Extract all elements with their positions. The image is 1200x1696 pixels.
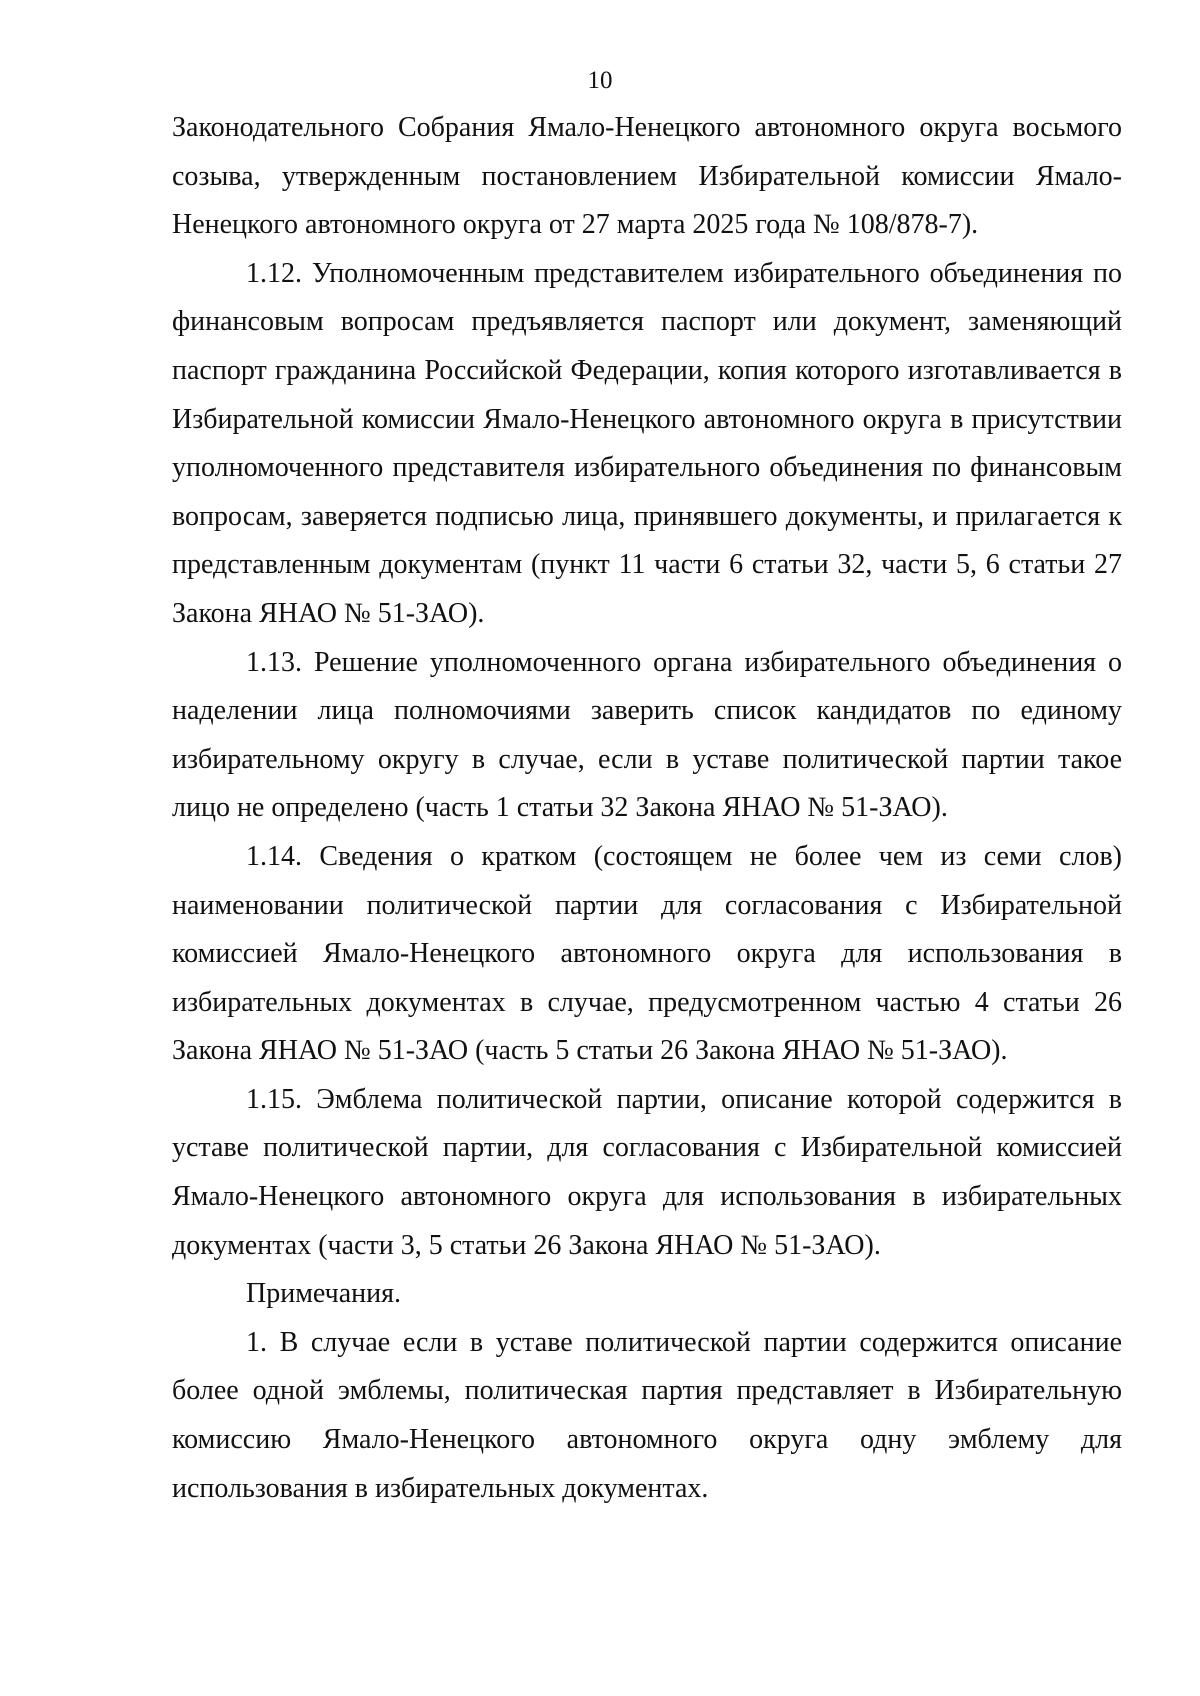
page-number: 10 bbox=[587, 67, 613, 94]
note-1: 1. В случае если в уставе политической партии содержится описание более одной эмблемы, политическая партия представляет в Избирательную комиссию Ямало-Ненецкого автономного округа одну эмблему для использования в избирательных документах. bbox=[172, 1326, 1122, 1504]
paragraph-1-15: 1.15. Эмблема политической партии, описание которой содержится в уставе политической партии, для согласования с Избирательной комиссией Ямало-Ненецкого автономного округа для использования в избирательных документах (части 3, 5 статьи 26 Закона ЯНАО № 51-ЗАО). bbox=[172, 1083, 1122, 1261]
paragraph-1-14: 1.14. Сведения о кратком (состоящем не более чем из семи слов) наименовании политической партии для согласования с Избирательной комиссией Ямало-Ненецкого автономного округа для использования в избирательных документах в случае, предусмотренном частью 4 статьи 26 Закона ЯНАО № 51-ЗАО (часть 5 статьи 26 Закона ЯНАО № 51-ЗАО). bbox=[172, 840, 1122, 1067]
paragraph-continuation: Законодательного Собрания Ямало-Ненецкого автономного округа восьмого созыва, утвержденным постановлением Избирательной комиссии Ямало-Ненецкого автономного округа от 27 марта 2025 года № 108/878-7). bbox=[172, 112, 1122, 241]
notes-heading: Примечания. bbox=[246, 1278, 402, 1310]
paragraph-1-13: 1.13. Решение уполномоченного органа избирательного объединения о наделении лица полномочиями заверить список кандидатов по единому избирательному округу в случае, если в уставе политической партии такое лицо не определено (часть 1 статьи 32 Закона ЯНАО № 51-ЗАО). bbox=[172, 646, 1122, 824]
paragraph-1-12: 1.12. Уполномоченным представителем избирательного объединения по финансовым вопросам предъявляется паспорт или документ, заменяющий паспорт гражданина Российской Федерации, копия которого изготавливается в Избирательной комиссии Ямало-Ненецкого автономного округа в присутствии уполномоченного представителя избирательного объединения по финансовым вопросам, заверяется подписью лица, принявшего документы, и прилагается к представленным документам (пункт 11 части 6 статьи 32, части 5, 6 статьи 27 Закона ЯНАО № 51-ЗАО). bbox=[172, 257, 1122, 629]
document-body bbox=[172, 104, 1122, 1513]
